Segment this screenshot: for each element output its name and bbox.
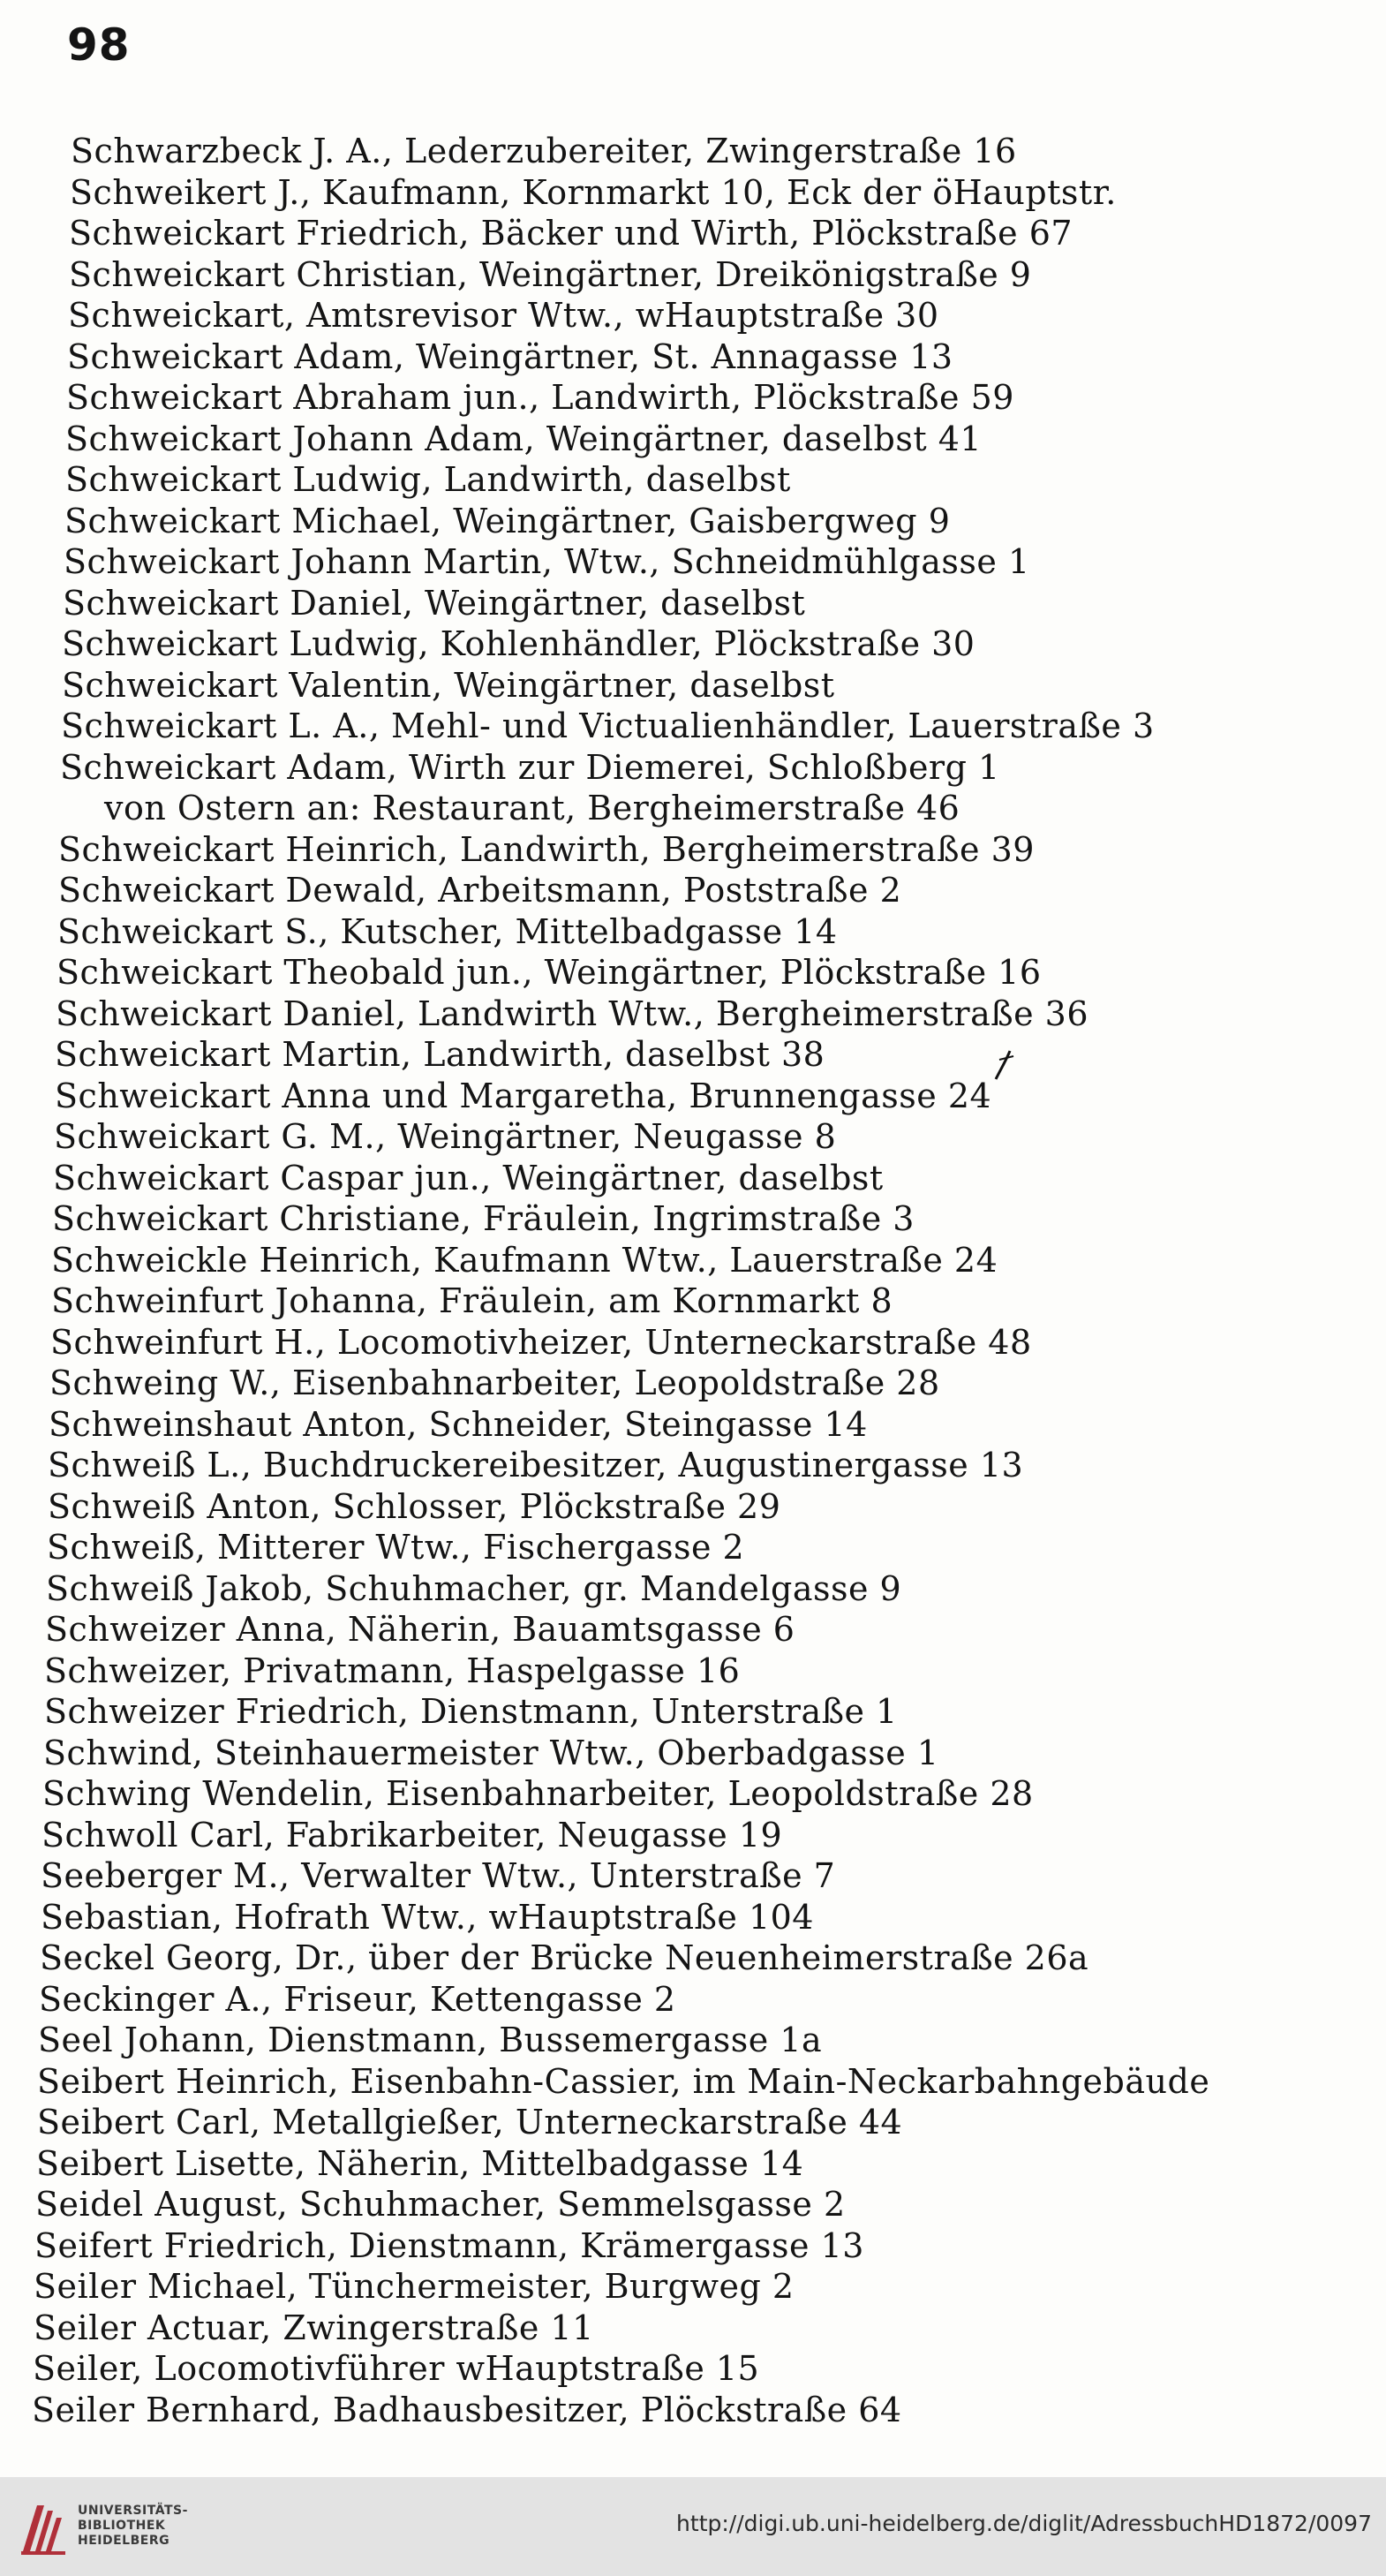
directory-entry: Seidel August, Schuhmacher, Semmelsgasse 2 [35,2185,846,2224]
directory-entry: Schweickart Caspar jun., Weingärtner, daselbst [53,1159,884,1197]
directory-entry: Schweickart Daniel, Weingärtner, daselbst [63,584,806,623]
directory-entry: Schweickart Adam, Wirth zur Diemerei, Schloßberg 1 [60,748,1000,787]
directory-entry: Schweickart Dewald, Arbeitsmann, Poststraße 2 [58,871,902,910]
directory-entry: Schweing W., Eisenbahnarbeiter, Leopoldstraße 28 [49,1364,940,1402]
directory-entry: Schweikert J., Kaufmann, Kornmarkt 10, Eck der öHauptstr. [70,173,1117,212]
directory-entry: Schweickart Heinrich, Landwirth, Bergheimerstraße 39 [58,830,1035,869]
directory-entry: Seiler, Locomotivführer wHauptstraße 15 [33,2349,760,2388]
library-name [78,2504,188,2549]
directory-entry: Seibert Lisette, Näherin, Mittelbadgasse 14 [36,2144,804,2183]
directory-entry: Schweickart Christian, Weingärtner, Dreikönigstraße 9 [69,255,1032,294]
directory-entry: Schweinfurt H., Locomotivheizer, Unterneckarstraße 48 [50,1323,1032,1362]
directory-entry: Seiler Michael, Tünchermeister, Burgweg 2 [34,2267,795,2306]
directory-entry: Schweickart Ludwig, Kohlenhändler, Plöckstraße 30 [62,624,975,663]
directory-entry: Seckel Georg, Dr., über der Brücke Neuenheimerstraße 26a [40,1938,1089,1977]
directory-entry: Schweickart Johann Martin, Wtw., Schneidmühlgasse 1 [64,542,1030,581]
directory-entry: Schweinshaut Anton, Schneider, Steingasse 14 [49,1405,868,1444]
directory-entry: Schweiß Jakob, Schuhmacher, gr. Mandelgasse 9 [46,1569,902,1608]
directory-entry: Schweickart Daniel, Landwirth Wtw., Bergheimerstraße 36 [56,994,1089,1033]
pen-mark-icon [991,1047,1017,1083]
directory-entry: Schweickart Johann Adam, Weingärtner, daselbst 41 [65,419,983,458]
directory-entry: Schweickart Anna und Margaretha, Brunnengasse 24 [55,1076,992,1115]
directory-entry: Schweickart Abraham jun., Landwirth, Plöckstraße 59 [66,378,1014,417]
directory-entry: Schweickart Michael, Weingärtner, Gaisbergweg 9 [64,502,951,540]
directory-entry: Seel Johann, Dienstmann, Bussemergasse 1a [38,2021,823,2059]
directory-entry: Schwoll Carl, Fabrikarbeiter, Neugasse 19 [41,1816,783,1855]
directory-entry: Schweizer, Privatmann, Haspelgasse 16 [44,1651,741,1690]
directory-entry: Schwind, Steinhauermeister Wtw., Oberbadgasse 1 [43,1734,939,1772]
library-name-line-2: BIBLIOTHEK [78,2519,166,2533]
directory-entry: Schweickart Friedrich, Bäcker und Wirth, Plöckstraße 67 [69,214,1073,253]
directory-entry: Seiler Actuar, Zwingerstraße 11 [34,2308,594,2347]
directory-entry: Schweickart Valentin, Weingärtner, daselbst [62,666,835,705]
directory-entry: Schwarzbeck J. A., Lederzubereiter, Zwingerstraße 16 [71,132,1017,170]
directory-entry: Schwing Wendelin, Eisenbahnarbeiter, Leopoldstraße 28 [42,1774,1034,1813]
page-number: 98 [67,19,131,71]
directory-entry: Seibert Carl, Metallgießer, Unterneckarstraße 44 [37,2103,903,2142]
directory-entry: Seifert Friedrich, Dienstmann, Krämergasse 13 [34,2226,864,2265]
directory-entry: Schweickart, Amtsrevisor Wtw., wHauptstraße 30 [68,296,939,335]
directory-entry: Schweizer Friedrich, Dienstmann, Unterstraße 1 [44,1692,898,1731]
directory-entry: Seiler Bernhard, Badhausbesitzer, Plöckstraße 64 [32,2391,902,2429]
directory-entry: Sebastian, Hofrath Wtw., wHauptstraße 104 [41,1898,814,1937]
directory-entry: Seibert Heinrich, Eisenbahn-Cassier, im Main-Neckarbahngebäude [37,2062,1210,2101]
directory-entry: Seeberger M., Verwalter Wtw., Unterstraße 7 [41,1856,836,1895]
directory-entry: Schweizer Anna, Näherin, Bauamtsgasse 6 [45,1610,795,1649]
directory-entry: Schweiß L., Buchdruckereibesitzer, Augustinergasse 13 [48,1446,1024,1484]
directory-entry: Schweickart G. M., Weingärtner, Neugasse 8 [54,1117,837,1156]
directory-entry: Schweickart Martin, Landwirth, daselbst 38 [55,1035,825,1074]
directory-entry: Schweickart Adam, Weingärtner, St. Annagasse 13 [67,337,953,376]
library-name-line-1: UNIVERSITÄTS- [78,2504,188,2518]
directory-entry: Schweickart Ludwig, Landwirth, daselbst [65,460,791,499]
directory-entry: Schweickart S., Kutscher, Mittelbadgasse 14 [57,912,838,951]
directory-entry: Schweickart Christiane, Fräulein, Ingrimstraße 3 [52,1199,915,1238]
footer-bar [0,2477,1386,2576]
directory-entry: Schweinfurt Johanna, Fräulein, am Kornmarkt 8 [51,1281,893,1320]
directory-entry: Schweiß, Mitterer Wtw., Fischergasse 2 [47,1528,745,1567]
university-library-logo-icon [18,2498,69,2557]
library-name-line-3: HEIDELBERG [78,2534,170,2548]
source-url-link[interactable]: http://digi.ub.uni-heidelberg.de/diglit/AdressbuchHD1872/0097 [676,2511,1372,2536]
directory-entry: Schweickart L. A., Mehl- und Victualienhändler, Lauerstraße 3 [61,706,1155,745]
directory-entry: Schweickle Heinrich, Kaufmann Wtw., Lauerstraße 24 [51,1241,998,1280]
directory-entry: Seckinger A., Friseur, Kettengasse 2 [39,1980,676,2019]
directory-entry: Schweickart Theobald jun., Weingärtner, Plöckstraße 16 [56,953,1042,992]
directory-entry: Schweiß Anton, Schlosser, Plöckstraße 29 [48,1487,781,1526]
directory-entry: von Ostern an: Restaurant, Bergheimerstraße 46 [104,789,960,827]
